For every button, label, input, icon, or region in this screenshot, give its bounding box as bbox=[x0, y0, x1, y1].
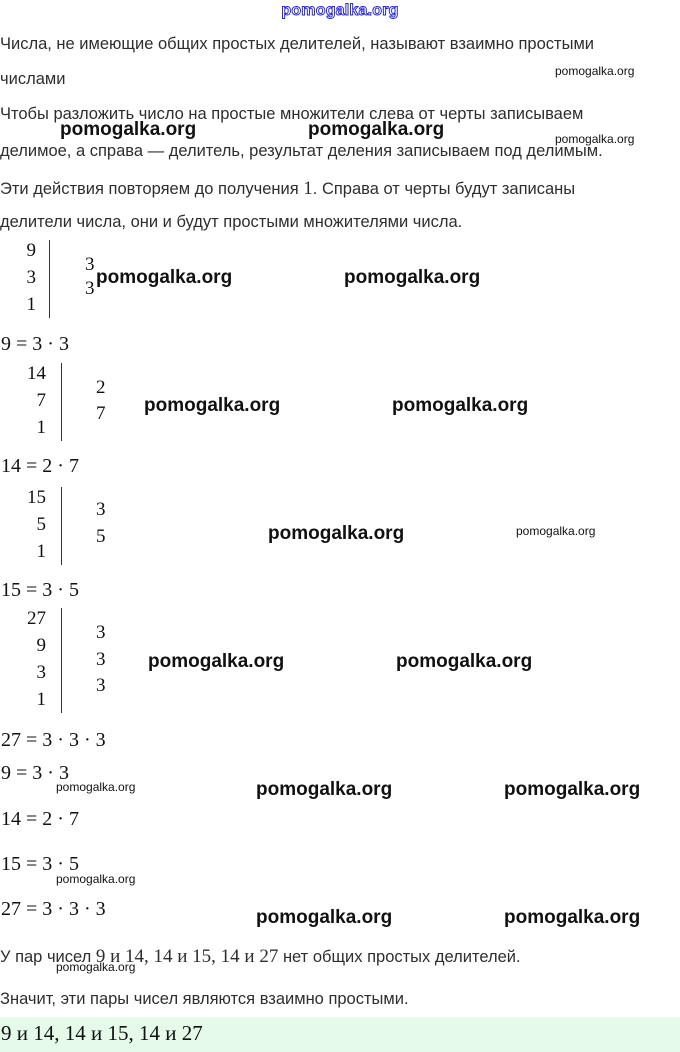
divisor-cell: 3 bbox=[96, 649, 106, 670]
dividend-cell: 15 bbox=[27, 487, 46, 508]
dividend-cell: 3 bbox=[26, 267, 36, 288]
watermark: pomogalka.org bbox=[555, 132, 635, 146]
summary-line-9: 9 = 3 · 3 bbox=[1, 762, 69, 784]
dividend-cell: 27 bbox=[27, 608, 46, 629]
division-bar bbox=[61, 608, 62, 713]
divisor-cell: 2 bbox=[96, 377, 106, 398]
watermark: pomogalka.org bbox=[60, 119, 197, 140]
watermark: pomogalka.org bbox=[344, 267, 481, 288]
watermark: pomogalka.org bbox=[148, 651, 285, 672]
conclusion-suffix: нет общих простых делителей. bbox=[278, 948, 521, 966]
factorization-result-14: 14 = 2 · 7 bbox=[1, 455, 79, 477]
dividend-cell: 14 bbox=[27, 363, 46, 384]
watermark: pomogalka.org bbox=[308, 119, 445, 140]
watermark: pomogalka.org bbox=[56, 960, 136, 974]
divisor-cell: 3 bbox=[96, 622, 106, 643]
conclusion-pairs-math: 9 и 14, 14 и 15, 14 и 27 bbox=[95, 946, 279, 967]
dividend-cell: 1 bbox=[36, 417, 46, 438]
divisor-cell: 5 bbox=[96, 526, 106, 547]
watermark: pomogalka.org bbox=[268, 523, 405, 544]
dividend-cell: 5 bbox=[36, 514, 46, 535]
watermark: pomogalka.org bbox=[396, 651, 533, 672]
divisor-cell: 3 bbox=[85, 254, 95, 275]
factorization-result-27: 27 = 3 · 3 · 3 bbox=[1, 729, 106, 751]
watermark: pomogalka.org bbox=[144, 395, 281, 416]
summary-line-15: 15 = 3 · 5 bbox=[1, 853, 79, 875]
watermark: pomogalka.org bbox=[555, 64, 635, 78]
watermark: pomogalka.org bbox=[56, 872, 136, 886]
site-header-logo[interactable]: pomogalka.org bbox=[281, 2, 399, 19]
watermark: pomogalka.org bbox=[504, 907, 641, 928]
dividend-cell: 9 bbox=[36, 635, 46, 656]
dividend-cell: 7 bbox=[36, 390, 46, 411]
watermark: pomogalka.org bbox=[256, 779, 393, 800]
divisor-cell: 3 bbox=[96, 499, 106, 520]
dividend-cell: 1 bbox=[36, 689, 46, 710]
paragraph-definition-line1: Числа, не имеющие общих простых делителей, называют взаимно простыми bbox=[0, 35, 595, 53]
watermark: pomogalka.org bbox=[516, 524, 596, 538]
division-bar bbox=[61, 363, 62, 441]
answer-text: 9 и 14, 14 и 15, 14 и 27 bbox=[1, 1021, 203, 1045]
repeat-text-b: . Справа от черты будут записаны bbox=[312, 180, 576, 198]
watermark: pomogalka.org bbox=[392, 395, 529, 416]
paragraph-repeat-line2: делители числа, они и будут простыми множителями числа. bbox=[0, 213, 463, 231]
paragraph-repeat-line1 bbox=[0, 178, 575, 200]
paragraph-method-line1: Чтобы разложить число на простые множители слева от черты записываем bbox=[0, 105, 584, 123]
division-bar bbox=[61, 487, 62, 565]
division-bar bbox=[49, 240, 50, 318]
watermark: pomogalka.org bbox=[56, 780, 136, 794]
conclusion-line2: Значит, эти пары чисел являются взаимно простыми. bbox=[0, 990, 409, 1008]
repeat-number-one: 1 bbox=[303, 178, 313, 199]
divisor-cell: 3 bbox=[85, 278, 95, 299]
dividend-cell: 1 bbox=[36, 541, 46, 562]
factorization-result-15: 15 = 3 · 5 bbox=[1, 579, 79, 601]
repeat-text-a: Эти действия повторяем до получения bbox=[0, 180, 304, 198]
watermark: pomogalka.org bbox=[504, 779, 641, 800]
dividend-cell: 3 bbox=[36, 662, 46, 683]
paragraph-method-line2: делимое, а справа — делитель, результат деления записываем под делимым. bbox=[0, 142, 603, 160]
dividend-cell: 1 bbox=[26, 294, 36, 315]
summary-line-14: 14 = 2 · 7 bbox=[1, 808, 79, 830]
watermark: pomogalka.org bbox=[96, 267, 233, 288]
watermark: pomogalka.org bbox=[256, 907, 393, 928]
summary-line-27: 27 = 3 · 3 · 3 bbox=[1, 898, 106, 920]
factorization-result-9: 9 = 3 · 3 bbox=[1, 333, 69, 355]
paragraph-definition-line2: числами bbox=[0, 70, 66, 88]
dividend-cell: 9 bbox=[26, 240, 36, 261]
divisor-cell: 3 bbox=[96, 675, 106, 696]
conclusion-prefix: У пар чисел bbox=[0, 948, 96, 966]
divisor-cell: 7 bbox=[96, 403, 106, 424]
